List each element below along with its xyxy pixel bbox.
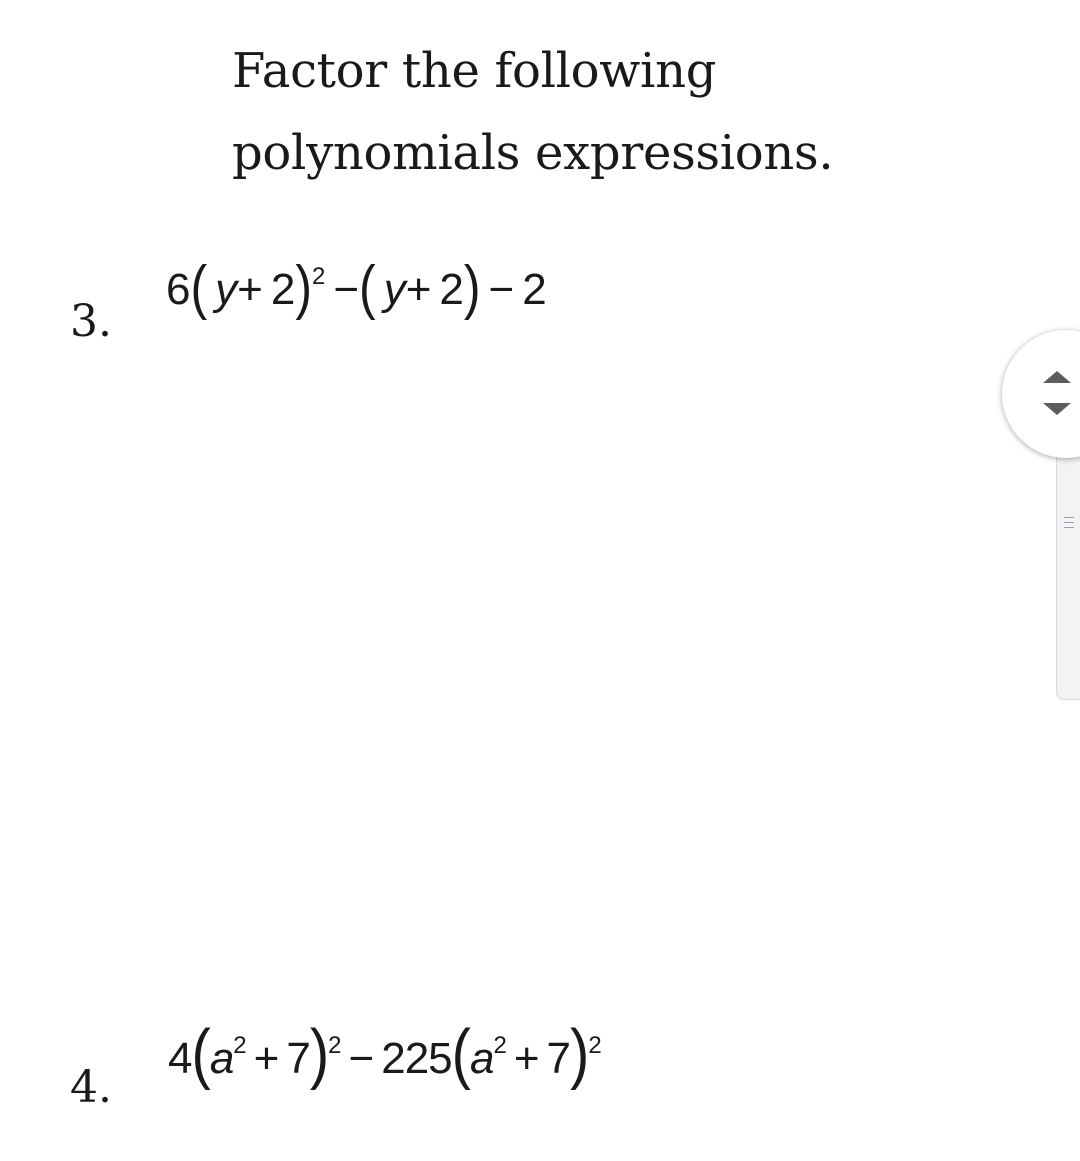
p4-const: 7 <box>286 1034 310 1083</box>
p4-open-paren: ( <box>191 1016 210 1091</box>
p4-var-2: a <box>469 1034 494 1083</box>
p3-plus-2: + <box>405 265 432 314</box>
p3-var: y <box>215 265 238 314</box>
problem-3-number: 3. <box>70 296 112 347</box>
p4-inner-exponent: 2 <box>233 1032 246 1060</box>
p3-minus-2: − <box>488 265 515 314</box>
p4-inner-exponent-2: 2 <box>493 1032 506 1060</box>
triangle-down-icon[interactable] <box>1043 403 1071 415</box>
p3-coef: 6 <box>166 265 191 314</box>
p3-tail: 2 <box>522 265 547 314</box>
problem-3-expression <box>166 253 547 321</box>
p3-close-paren-2: ) <box>463 253 481 321</box>
p3-plus: + <box>237 265 263 314</box>
p4-close-paren-2: ) <box>570 1016 589 1091</box>
p3-const: 2 <box>270 265 296 314</box>
scroll-page-button[interactable] <box>1002 330 1080 458</box>
p4-const-2: 7 <box>546 1034 571 1083</box>
p4-minus: − <box>348 1034 374 1083</box>
p4-open-paren-2: ( <box>451 1016 470 1091</box>
p4-close-paren: ) <box>309 1016 329 1091</box>
grip-lines-icon[interactable] <box>1064 517 1074 531</box>
instructions-line-2: polynomials expressions. <box>232 125 834 181</box>
problem-4-expression <box>168 1016 601 1091</box>
instructions-heading <box>232 30 932 194</box>
p4-coef-2: 225 <box>381 1034 452 1083</box>
p3-minus-1: − <box>333 265 360 314</box>
p3-open-paren-2: ( <box>359 253 376 321</box>
p4-var: a <box>209 1034 234 1083</box>
p4-plus-2: + <box>513 1034 539 1083</box>
instructions-line-1: Factor the following <box>232 43 717 99</box>
triangle-up-icon[interactable] <box>1043 371 1071 383</box>
p4-plus: + <box>253 1034 279 1083</box>
p3-var-2: y <box>383 265 406 314</box>
p4-exponent-2: 2 <box>588 1032 601 1060</box>
problem-4-number: 4. <box>70 1062 112 1113</box>
p4-exponent: 2 <box>328 1032 341 1060</box>
p3-exponent: 2 <box>311 263 326 291</box>
p4-coef: 4 <box>168 1034 192 1083</box>
p3-const-2: 2 <box>439 265 464 314</box>
p3-close-paren: ) <box>295 253 312 321</box>
p3-open-paren: ( <box>190 253 208 321</box>
